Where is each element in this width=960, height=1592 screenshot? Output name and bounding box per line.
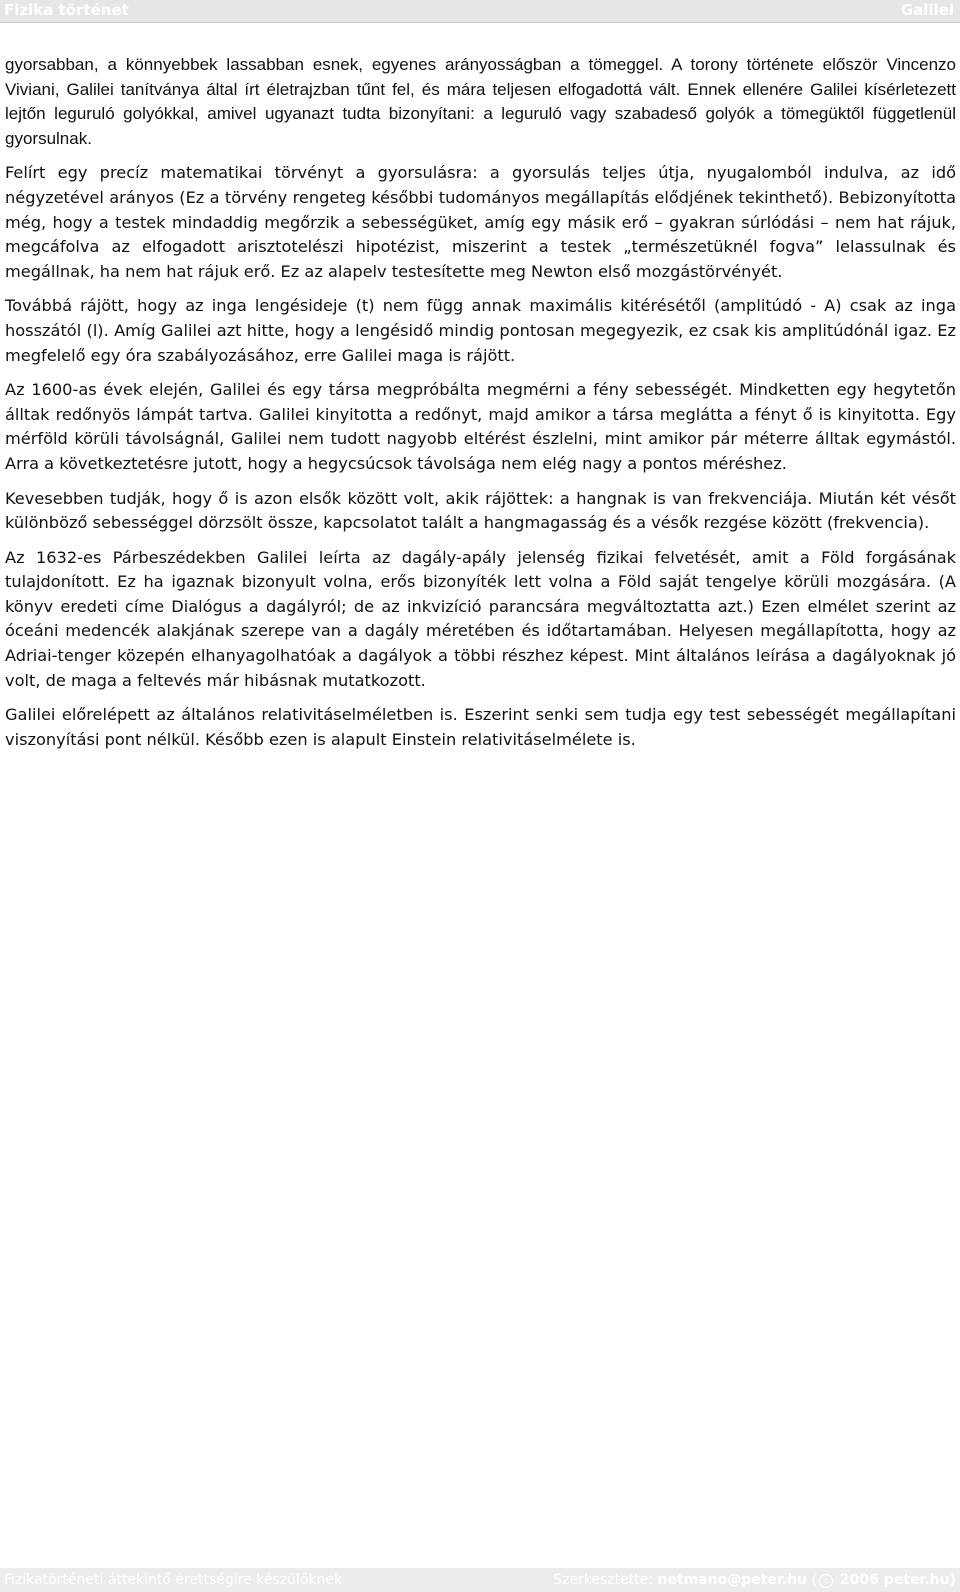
- footer-editor-label: Szerkesztette:: [553, 1572, 658, 1588]
- paragraph-pendulum: Továbbá rájött, hogy az inga lengésideje (t) nem függ annak maximális kitérésétől (amplitúdó - A) csak az inga hosszától (l). Amíg Galilei azt hitte, hogy a lengésidő mindig pontosan megegyezik, ez csak kis amplitúdónál igaz. Ez megfelelő egy óra szabályozásához, erre Galilei maga is rájött.: [5, 296, 956, 365]
- paragraph-sound-frequency: Kevesebben tudják, hogy ő is azon elsők között volt, akik rájöttek: a hangnak is van frekvenciája. Miután két vésőt különböző sebességgel dörzsölt össze, kapcsolatot talált a hangmagasság és a vésők rezgése között (frekvencia).: [5, 488, 956, 533]
- paragraph-relativity: Galilei előrelépett az általános relativitáselméletben is. Eszerint senki sem tudja egy test sebességét megállapítani viszonyítási pont nélkül. Később ezen is alapult Einstein relativitáselmélete is.: [5, 705, 956, 749]
- header-topic: Galilei: [900, 1, 954, 19]
- paragraph-speed-of-light: Az 1600-as évek elején, Galilei és egy társa megpróbálta megmérni a fény sebességét. Mindketten egy hegytetőn álltak redőnyös lámpát tartva. Galilei kinyitotta a redőnyt, majd amikor a társa meglátta a fényt ő is kinyitotta. Egy mérföld körüli távolságnál, Galilei nem tudott nagyobb eltérést észlelni, mint amikor pár méterre álltak egymástól. Arra a következtetésre jutott, hogy a hegycsúcsok távolsága nem elég nagy a pontos méréshez.: [5, 380, 956, 473]
- paragraph-tides: Az 1632-es Párbeszédekben Galilei leírta az dagály-apály jelenség fizikai felvetését, amit a Föld forgásának tulajdonított. Ez ha igaznak bizonyult volna, erős bizonyíték lett volna a Föld saját tengelye körüli mozgására. (A könyv eredeti címe Dialógus a dagályról; de az inkvizíció parancsára megváltoztatta azt.) Ezen elmélet szerint az óceáni medencék alakjának szerepe van a dagály méretében és időtartamában. Helyesen megállapította, hogy az Adriai-tenger közepén elhanyagolhatóak a dagályok a többi részhez képest. Mint általános leírása a dagályoknak jó volt, de maga a feltevés már hibásnak mutatkozott.: [5, 547, 956, 690]
- paragraph-tower-story: gyorsabban, a könnyebbek lassabban esnek, egyenes arányosságban a tömeggel. A torony története először Vincenzo Viviani, Galilei tanítványa által írt életrajzban tűnt fel, és mára teljesen elfogadottá vált. Ennek ellenére Galilei kísérletezett lejtőn leguruló golyókkal, amivel ugyanazt tudta bizonyítani: a leguruló vagy szabadeső golyók a tömegüktől függetlenül gyorsulnak.: [5, 55, 956, 148]
- document-body: [5, 53, 956, 762]
- footer-subtitle: Fizikatörténeti áttekintő érettségire készülőknek: [4, 1572, 343, 1588]
- header-title: Fizika történet: [4, 1, 129, 19]
- footer-credits: [553, 1572, 956, 1588]
- copyright-icon: c: [819, 1574, 833, 1588]
- footer-year-site: 2006 peter.hu): [835, 1572, 956, 1588]
- page-footer: [0, 1568, 960, 1592]
- footer-paren-open: (: [807, 1572, 818, 1588]
- paragraph-acceleration-law: Felírt egy precíz matematikai törvényt a gyorsulásra: a gyorsulás teljes útja, nyugalomból indulva, az idő négyzetével arányos (Ez a törvény rengeteg későbbi tudományos megállapítás elődjének tekinthető). Bebizonyította még, hogy a testek mindaddig megőrzik a sebességüket, amíg egy másik erő – gyakran súrlódási – nem hat rájuk, megcáfolva az elfogadott arisztotelészi hipotézist, miszerint a testek „természetüknél fogva” lelassulnak és megállnak, ha nem hat rájuk erő. Ez az alapelv testesítette meg Newton első mozgástörvényét.: [5, 163, 956, 281]
- page-header: [0, 0, 960, 23]
- footer-email: netmano@peter.hu: [657, 1572, 808, 1588]
